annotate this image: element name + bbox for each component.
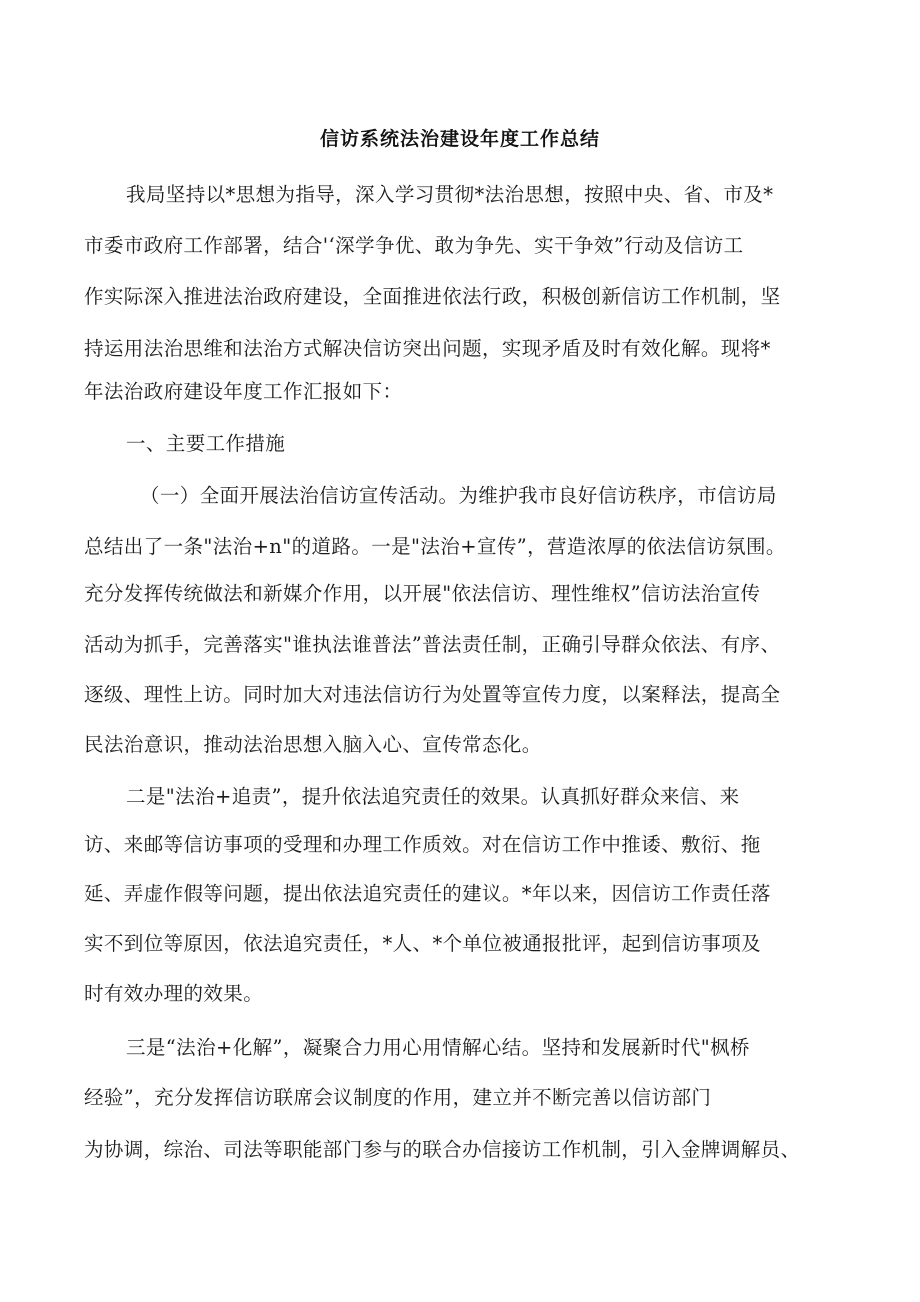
section1-line-6: 民法治意识，推动法治思想入脑入心、宣传常态化。 [84,733,542,756]
section1-line-4: 活动为抓手，完善落实"谁执法谁普法”普法责任制，正确引导群众依法、有序、 [84,633,781,656]
section2-line-2: 访、来邮等信访事项的受理和办理工作质效。对在信访工作中推诿、敷衍、拖 [84,833,761,856]
intro-line-4: 持运用法治思维和法治方式解决信访突出问题，实现矛盾及时有效化解。现将* [84,337,771,360]
section1-line-3: 充分发挥传统做法和新媒介作用，以开展"依法信访、理性维权”信访法治宣传 [84,582,761,605]
section2-line-4: 实不到位等原因，依法追究责任，*人、*个单位被通报批评，起到信访事项及 [84,932,762,955]
intro-line-1: 我局坚持以*思想为指导，深入学习贯彻*法治思想，按照中央、省、市及* [126,183,774,206]
document-title: 信访系统法治建设年度工作总结 [319,128,600,150]
section-heading: 一、主要工作措施 [126,432,286,455]
intro-line-3: 作实际深入推进法治政府建设，全面推进依法行政，积极创新信访工作机制，坚 [84,285,781,308]
section1-line-5: 逐级、理性上访。同时加大对违法信访行为处置等宣传力度，以案释法，提高全 [84,683,781,706]
section3-line-3: 为协调，综治、司法等职能部门参与的联合办信接访工作机制，引入金牌调解员、 [84,1138,801,1161]
section2-line-5: 时有效办理的效果。 [84,982,264,1005]
intro-line-2: 市委市政府工作部署，结合'‘深学争优、敢为争先、实干争效”行动及信访工 [84,234,744,257]
section2-line-3: 延、弄虚作假等问题，提出依法追究责任的建议。*年以来，因信访工作责任落 [84,882,771,905]
intro-line-5: 年法治政府建设年度工作汇报如下： [84,380,403,403]
section2-line-1: 二是"法治+追责”，提升依法追究责任的效果。认真抓好群众来信、来 [126,785,740,808]
section1-line-1: （一）全面开展法治信访宣传活动。为维护我市良好信访秩序，市信访局 [140,484,777,507]
section3-line-1: 三是“法治+化解”，凝聚合力用心用情解心结。坚持和发展新时代"枫桥 [126,1036,750,1059]
section1-line-2: 总结出了一条"法治+n"的道路。一是"法治+宣传”，营造浓厚的依法信访氛围。 [84,535,786,558]
section3-line-2: 经验”，充分发挥信访联席会议制度的作用，建立并不断完善以信访部门 [84,1086,712,1109]
